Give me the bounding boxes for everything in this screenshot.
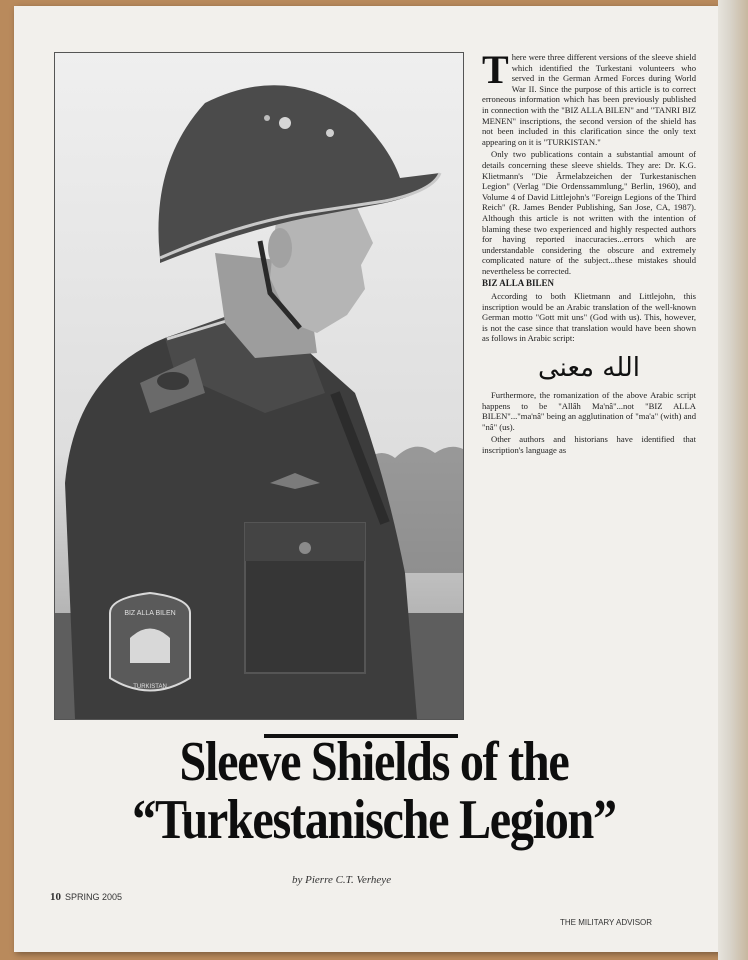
arabic-script: الله معنى xyxy=(538,353,640,384)
article-paragraph: Other authors and historians have identified that inscription's language as xyxy=(482,434,696,455)
magazine-name: THE MILITARY ADVISOR xyxy=(560,918,653,927)
title-line-1: Sleeve Shields of the xyxy=(179,731,569,793)
folio xyxy=(50,891,122,903)
section-subheading: BIZ ALLA BILEN xyxy=(482,278,555,289)
title-line-2: “Turkestanische Legion” xyxy=(132,789,616,851)
article-paragraph: According to both Klietmann and Littlejohn, this inscription would be an Arabic translation of the well-known German motto "Gott mit uns" (God with us). This, however, is not the case since that translation would have been shown as follows in Arabic script: xyxy=(482,291,696,344)
article-paragraph: Furthermore, the romanization of the above Arabic script happens to be "Allâh Ma'nâ"...not "BIZ ALLA BILEN"..."ma'nâ" being an agglutination of "ma'a" (with) and "nâ" (us). xyxy=(482,390,696,432)
page-number: 10 xyxy=(50,891,61,903)
byline: by Pierre C.T. Verheye xyxy=(292,874,392,886)
issue-label: SPRING 2005 xyxy=(65,892,123,902)
shield-bottom-text: TURKISTAN xyxy=(133,684,167,690)
article-column xyxy=(482,47,696,458)
article-title xyxy=(0,732,748,850)
shield-top-text: BIZ ALLA BILEN xyxy=(124,610,176,617)
soldier-photo xyxy=(54,52,464,720)
article-paragraph: Only two publications contain a substantial amount of details concerning these sleeve shields. They are: Dr. K.G. Klietmann's "Die Ärmelabzeichen der Turkestanischen Legion" (Verlag "Die Ordenssammlung," Berlin, 1960), and Volume 4 of David Littlejohn's "Foreign Legions of the Third Reich" (R. James Bender Publishing, San Jose, CA, 1987). Although this article is not written with the intention of blaming these two experienced and highly respected authors for having reported inaccuracies...errors which are understandable considering the obscure and extremely complicated nature of the subject...these mistakes should nevertheless be corrected. xyxy=(482,149,696,276)
article-paragraph: There were three different versions of the sleeve shield which identified the Turkestani volunteers who served in the German Armed Forces during World War II. Since the purpose of this article is to correct erroneous information which has been previously published in connection with the "BIZ ALLA BILEN" and "TANRI BIZ MENEN" inscriptions, the second version of the shield has not been included in this clarification since the only text appearing on it is "TURKISTAN." xyxy=(482,47,696,147)
drop-cap: T xyxy=(482,47,509,92)
